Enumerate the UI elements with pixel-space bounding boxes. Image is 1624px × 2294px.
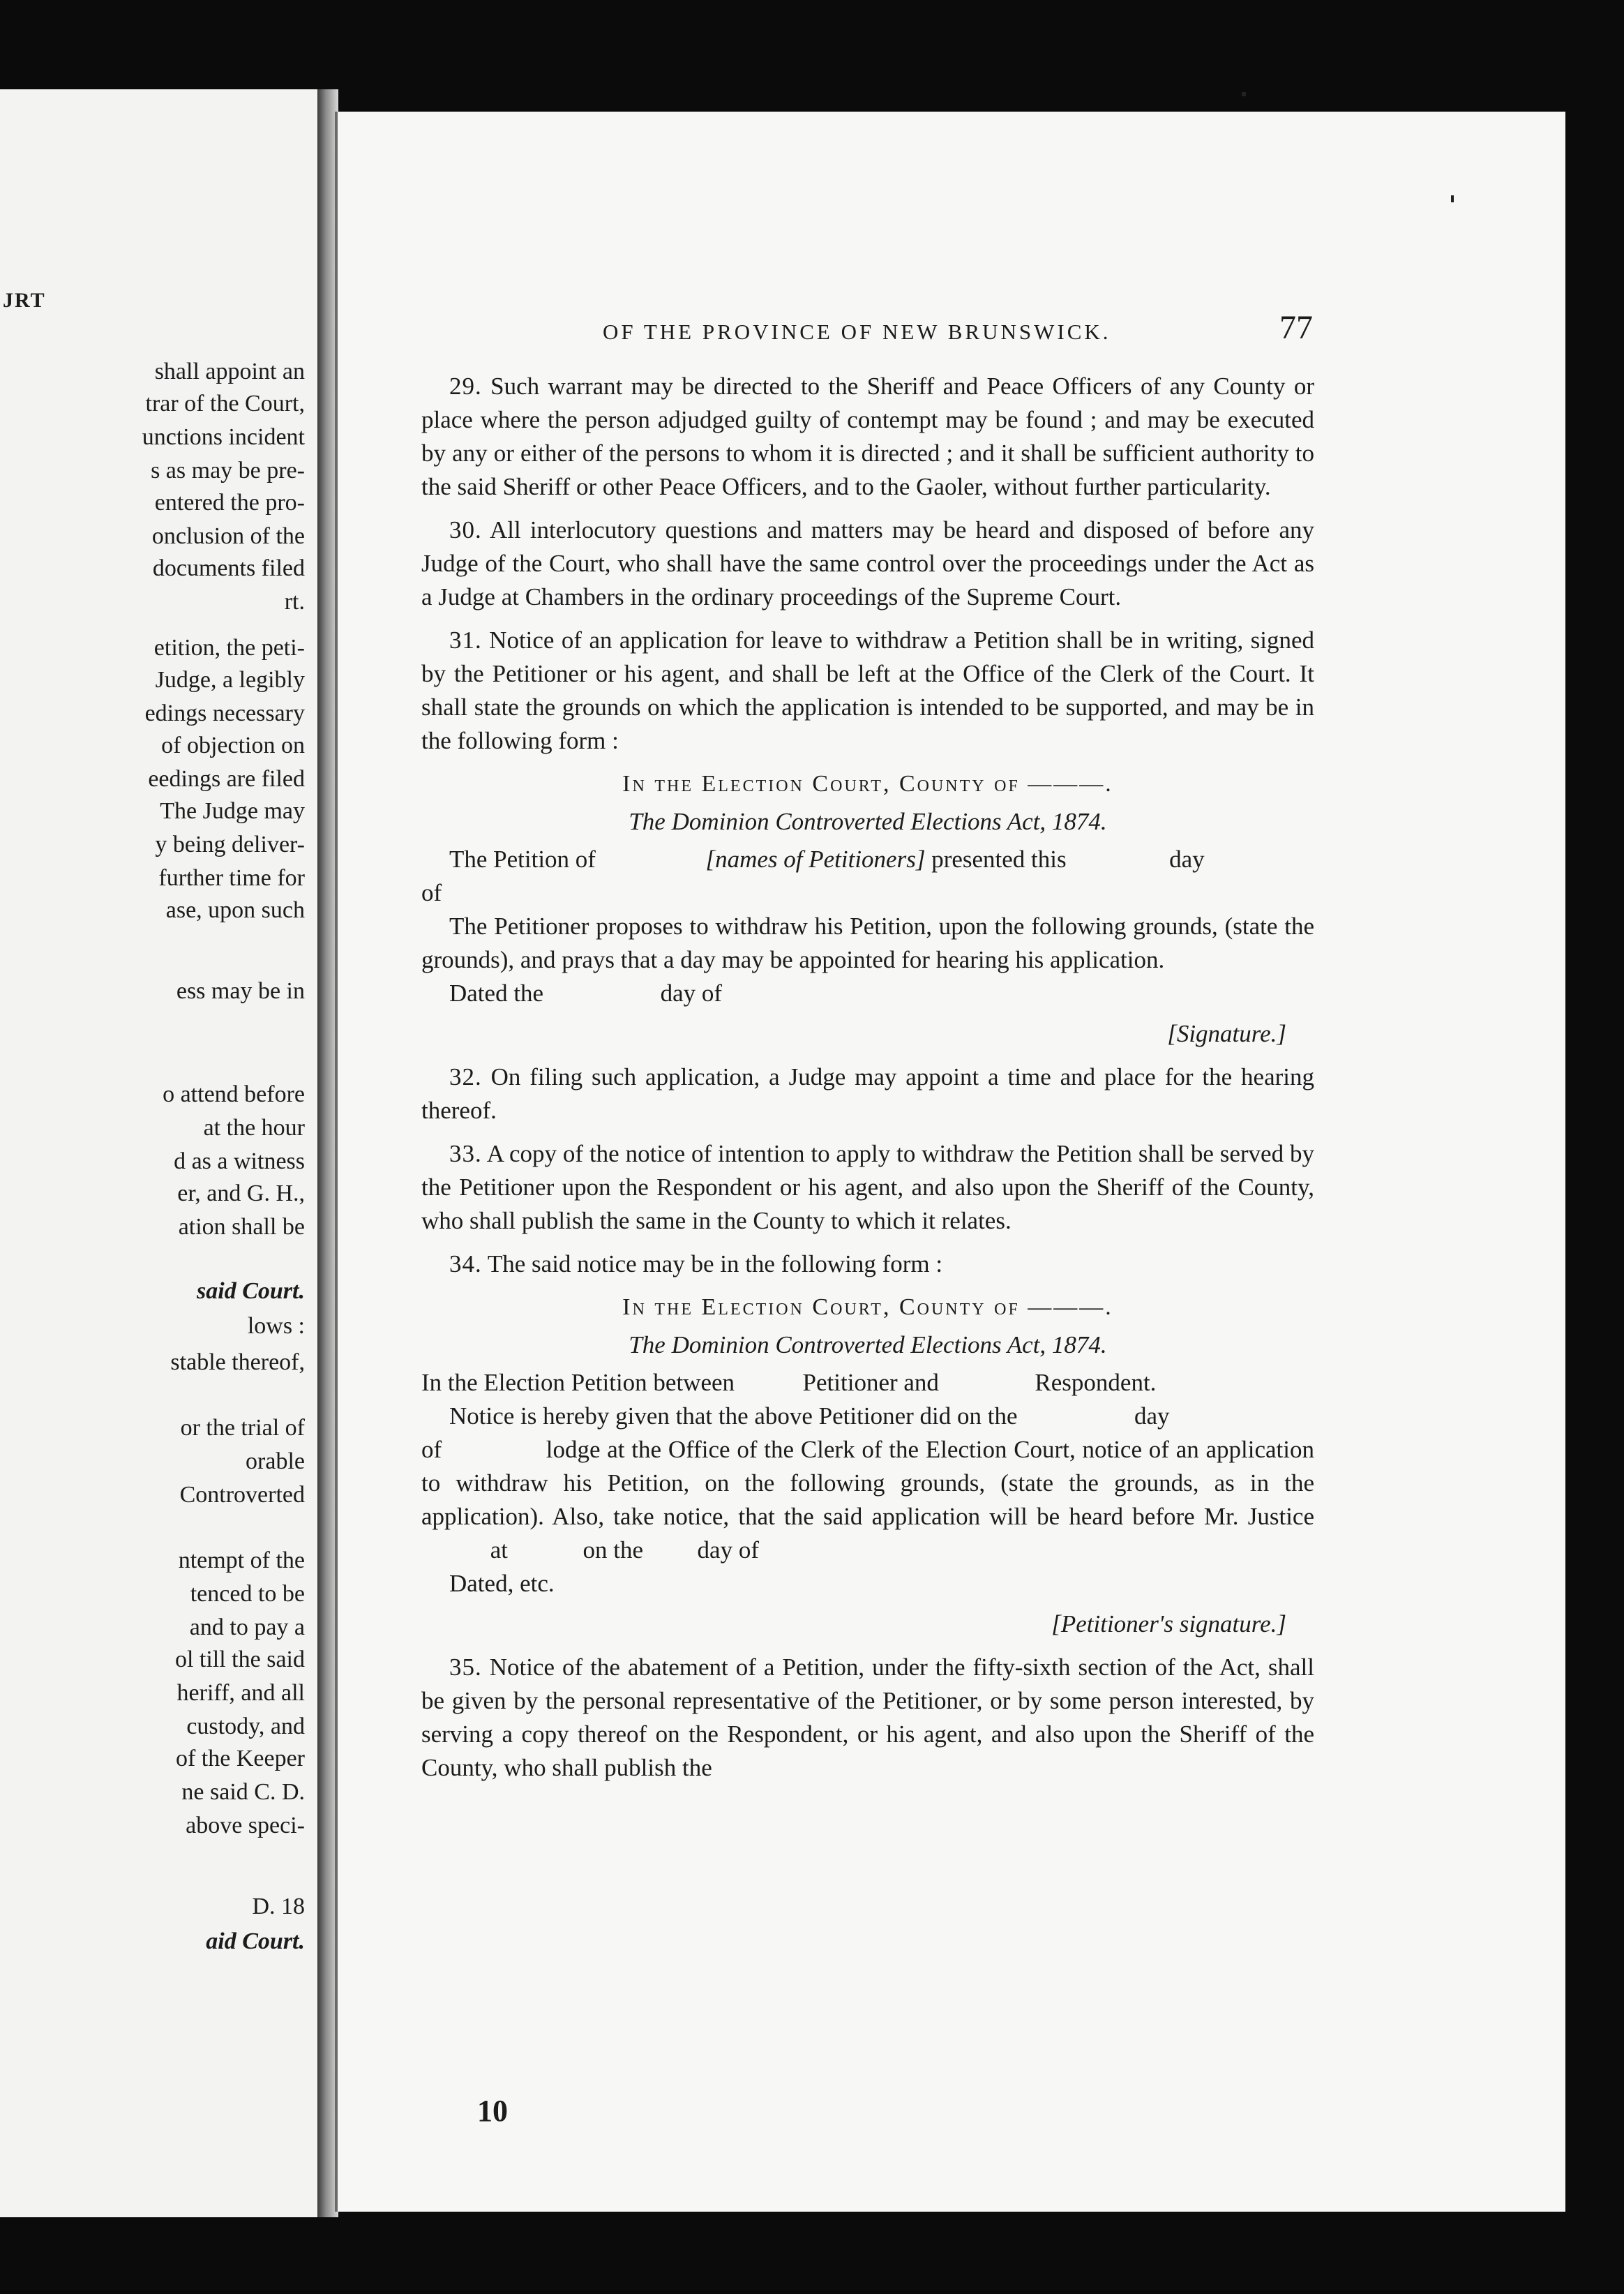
previous-page-line: entered the pro- bbox=[154, 490, 305, 516]
form-text: presented this bbox=[931, 846, 1067, 873]
section-text: On filing such application, a Judge may appoint a time and place for the hearing thereof. bbox=[421, 1063, 1314, 1124]
previous-page-line: s as may be pre- bbox=[151, 458, 305, 483]
previous-page-line: eedings are filed bbox=[148, 766, 305, 792]
previous-page-line: ntempt of the bbox=[178, 1547, 305, 1573]
previous-page-line: ne said C. D. bbox=[181, 1779, 305, 1805]
section-30 bbox=[421, 513, 1314, 614]
previous-page-line: onclusion of the bbox=[151, 523, 305, 549]
section-35 bbox=[421, 1651, 1314, 1785]
section-number: 32. bbox=[449, 1063, 482, 1090]
section-text: The said notice may be in the following form : bbox=[487, 1250, 943, 1277]
scan-speck bbox=[1242, 92, 1246, 96]
previous-page-line: stable thereof, bbox=[170, 1349, 305, 1375]
previous-page-line: er, and G. H., bbox=[177, 1180, 305, 1206]
previous-page-line: The Judge may bbox=[160, 798, 305, 824]
section-text: A copy of the notice of intention to apply to withdraw the Petition shall be served by the Petitioner upon the Respondent or his agent, and also upon the Sheriff of the County, who shall publish the same in the County to which it relates. bbox=[421, 1140, 1314, 1234]
page bbox=[335, 112, 1565, 2212]
previous-page-line: shall appoint an bbox=[154, 359, 305, 384]
previous-page-line: ation shall be bbox=[178, 1214, 305, 1240]
previous-page-line: above speci- bbox=[186, 1813, 305, 1838]
form-text: In the Election Petition between bbox=[421, 1369, 735, 1396]
previous-page-line: and to pay a bbox=[189, 1614, 305, 1640]
section-number: 30. bbox=[449, 516, 482, 543]
scan-speck bbox=[1451, 195, 1454, 202]
previous-page-header-fragment: JRT bbox=[3, 289, 46, 312]
form-line bbox=[421, 1366, 1314, 1400]
section-text: All interlocutory questions and matters may be heard and disposed of before any Judge of the Court, who shall have the same control over the proceedings under the Act as a Judge at Chambers in the ordinary proceedings of the Supreme Court. bbox=[421, 516, 1314, 610]
section-text: Such warrant may be directed to the Sheriff and Peace Officers of any County or place where the person adjudged guilty of contempt may be found ; and may be executed by any or either of the persons to whom it is directed ; and it shall be sufficient authority to the said Sheriff or other Peace Officers, and to the Gaoler, without further particularity. bbox=[421, 373, 1315, 500]
previous-page-line: Controverted bbox=[179, 1482, 305, 1508]
form-text: Dated the bbox=[449, 980, 544, 1007]
section-number: 29. bbox=[449, 373, 482, 400]
form-text: day bbox=[1134, 1402, 1170, 1430]
form-text: The Petition of bbox=[449, 846, 596, 873]
previous-page-line: ol till the said bbox=[174, 1647, 305, 1672]
section-number: 34. bbox=[449, 1250, 482, 1277]
previous-page-line: documents filed bbox=[152, 555, 305, 581]
previous-page-line: y being deliver- bbox=[155, 832, 305, 857]
form-text: day bbox=[1169, 846, 1205, 873]
form-act-title: The Dominion Controverted Elections Act, 1874. bbox=[629, 808, 1107, 835]
form-text: Respondent. bbox=[1035, 1369, 1157, 1396]
form-heading: In the Election Court, County of ———. bbox=[622, 1294, 1113, 1320]
previous-page-line: rt. bbox=[284, 589, 305, 615]
previous-page-line: of objection on bbox=[161, 733, 305, 758]
previous-page-line: orable bbox=[246, 1448, 305, 1474]
previous-page-line: or the trial of bbox=[180, 1415, 305, 1441]
section-text: Notice of the abatement of a Petition, under the fifty-sixth section of the Act, shall be given by the personal representative of the Petitioner, or by some person interested, by serving a copy thereof on the Respondent, or his agent, and also upon the Sheriff of the County, who shall publish the bbox=[421, 1654, 1315, 1781]
previous-page-line: edings necessary bbox=[144, 700, 305, 726]
form-text: lodge at the Office of the Clerk of the Election Court, notice of an application to withdraw his Petition, on the following grounds, (state the grounds, as in the application). Also, take notice, that the said application will be heard before Mr. Justice bbox=[421, 1436, 1315, 1530]
form-signature: [Signature.] bbox=[1167, 1020, 1286, 1047]
section-31 bbox=[421, 624, 1314, 758]
form-act-title: The Dominion Controverted Elections Act, 1874. bbox=[629, 1331, 1107, 1358]
previous-page-line: heriff, and all bbox=[176, 1680, 305, 1706]
previous-page-line: ess may be in bbox=[176, 978, 305, 1004]
section-33 bbox=[421, 1137, 1314, 1238]
section-text: Notice of an application for leave to withdraw a Petition shall be in writing, signed by the Petitioner or his agent, and shall be left at the Office of the Clerk of the Court. It shall state the grounds on which the application is intended to be supported, and may be in the following form : bbox=[421, 627, 1314, 754]
withdrawal-notice-form bbox=[421, 1291, 1314, 1641]
form-text: day of bbox=[660, 980, 723, 1007]
form-line: of bbox=[421, 879, 442, 906]
form-heading: In the Election Court, County of ———. bbox=[622, 771, 1113, 797]
previous-page-line: of the Keeper bbox=[175, 1746, 305, 1771]
form-signature: [Petitioner's signature.] bbox=[1051, 1610, 1286, 1637]
previous-page-line: trar of the Court, bbox=[145, 391, 305, 417]
form-line bbox=[421, 843, 1314, 876]
withdrawal-application-form bbox=[421, 767, 1314, 1051]
form-text: on the bbox=[582, 1536, 644, 1564]
previous-page-line: ase, upon such bbox=[165, 897, 305, 923]
section-32 bbox=[421, 1060, 1314, 1127]
previous-page-line: tenced to be bbox=[190, 1581, 305, 1607]
form-placeholder: [names of Petitioners] bbox=[705, 846, 926, 873]
section-number: 35. bbox=[449, 1654, 482, 1681]
previous-page-line: o attend before bbox=[163, 1081, 305, 1107]
form-text: at bbox=[490, 1536, 509, 1564]
previous-page-line: custody, and bbox=[186, 1714, 305, 1739]
section-29 bbox=[421, 370, 1314, 504]
running-head: OF THE PROVINCE OF NEW BRUNSWICK. bbox=[603, 320, 1111, 344]
section-number: 31. bbox=[449, 627, 482, 654]
form-line bbox=[421, 1433, 1314, 1567]
previous-page-line: d as a witness bbox=[174, 1148, 305, 1174]
form-line bbox=[421, 1400, 1314, 1433]
previous-page-line: said Court. bbox=[197, 1278, 305, 1304]
form-text: of bbox=[421, 1436, 442, 1463]
form-dated-line bbox=[421, 977, 1314, 1010]
previous-page-fragment bbox=[0, 89, 322, 2217]
previous-page-line: etition, the peti- bbox=[153, 635, 305, 661]
page-body bbox=[421, 370, 1314, 1794]
previous-page-line: unctions incident bbox=[142, 424, 305, 450]
previous-page-line: further time for bbox=[158, 865, 305, 891]
previous-page-line: D. 18 bbox=[252, 1894, 305, 1919]
form-text: Notice is hereby given that the above Petitioner did on the bbox=[449, 1402, 1018, 1430]
previous-page-line: at the hour bbox=[203, 1115, 305, 1141]
form-dated-line: Dated, etc. bbox=[449, 1570, 555, 1597]
form-line: The Petitioner proposes to withdraw his Petition, upon the following grounds, (state the grounds), and prays that a day may be appointed for hearing his application. bbox=[421, 913, 1314, 973]
previous-page-line: Judge, a legibly bbox=[155, 667, 305, 693]
printer-signature-mark: 10 bbox=[477, 2094, 508, 2128]
form-text: day of bbox=[697, 1536, 759, 1564]
previous-page-line: aid Court. bbox=[206, 1928, 305, 1954]
section-34 bbox=[421, 1247, 1314, 1281]
section-number: 33. bbox=[449, 1140, 482, 1167]
page-number: 77 bbox=[1279, 309, 1313, 346]
previous-page-line: lows : bbox=[247, 1313, 305, 1339]
form-text: Petitioner and bbox=[802, 1369, 939, 1396]
